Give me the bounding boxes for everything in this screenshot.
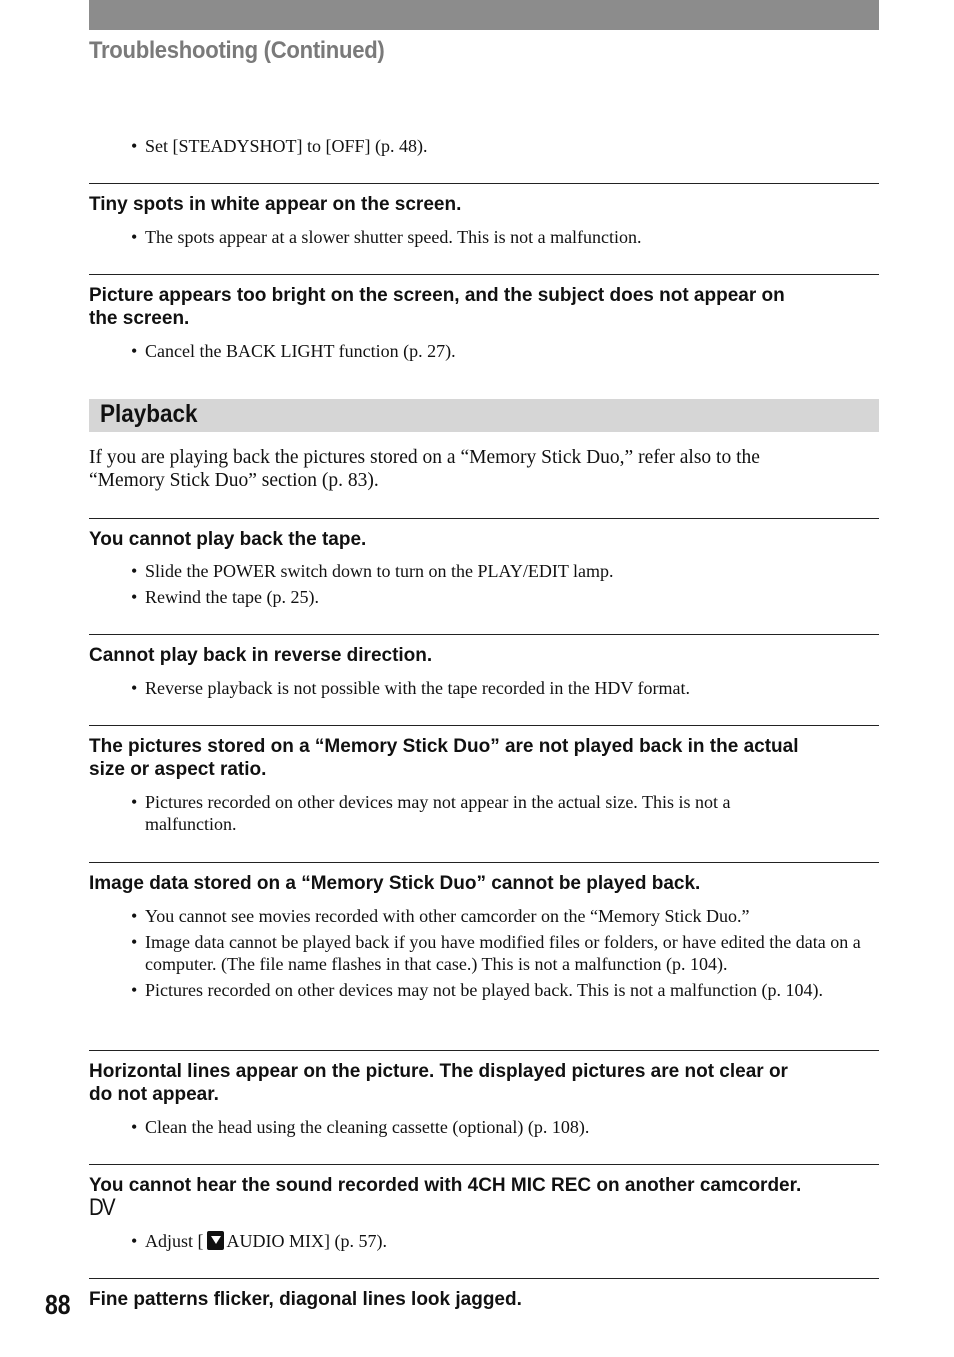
divider (89, 862, 879, 863)
problem-heading: Horizontal lines appear on the picture. The displayed pictures are not clear or do not appear. (89, 1061, 788, 1105)
section-band (89, 399, 879, 432)
list-item: • Pictures recorded on other devices may not be played back. This is not a malfunction (p. 104). (131, 980, 823, 1000)
divider (89, 518, 879, 519)
list-item: • You cannot see movies recorded with other camcorder on the “Memory Stick Duo.” (131, 906, 750, 926)
intro-paragraph: If you are playing back the pictures stored on a “Memory Stick Duo,” refer also to the “Memory Stick Duo” section (p. 83). (89, 447, 760, 491)
list-item: • Rewind the tape (p. 25). (131, 587, 319, 607)
divider (89, 1278, 879, 1279)
problem-heading: The pictures stored on a “Memory Stick Duo” are not played back in the actual size or aspect ratio. (89, 736, 799, 780)
page-number: 88 (45, 1289, 71, 1320)
dv-format-mark: DV (89, 1194, 114, 1221)
problem-heading: Picture appears too bright on the screen, and the subject does not appear on the screen. (89, 285, 785, 329)
list-item: • Pictures recorded on other devices may not appear in the actual size. This is not a malfunction. (131, 792, 731, 834)
list-item: • Image data cannot be played back if you have modified files or folders, or have edited the data on a computer. (The file name flashes in that case.) This is not a malfunction (p. 104). (131, 932, 861, 974)
divider (89, 1164, 879, 1165)
section-heading: Playback (100, 400, 198, 428)
problem-heading: Fine patterns flicker, diagonal lines look jagged. (89, 1289, 522, 1310)
list-item: • The spots appear at a slower shutter speed. This is not a malfunction. (131, 227, 642, 247)
list-item: • Adjust [ AUDIO MIX] (p. 57). (131, 1231, 387, 1251)
page-title: Troubleshooting (Continued) (89, 37, 385, 64)
problem-heading: You cannot play back the tape. (89, 529, 367, 550)
problem-heading: You cannot hear the sound recorded with 4CH MIC REC on another camcorder. (89, 1175, 802, 1196)
divider (89, 274, 879, 275)
list-item: • Cancel the BACK LIGHT function (p. 27). (131, 341, 456, 361)
audio-icon (207, 1231, 224, 1250)
problem-heading: Image data stored on a “Memory Stick Duo” cannot be played back. (89, 873, 701, 894)
divider (89, 1050, 879, 1051)
list-item: • Clean the head using the cleaning cassette (optional) (p. 108). (131, 1117, 590, 1137)
problem-heading: Tiny spots in white appear on the screen. (89, 194, 462, 215)
list-item: • Slide the POWER switch down to turn on the PLAY/EDIT lamp. (131, 561, 614, 581)
list-item: • Set [STEADYSHOT] to [OFF] (p. 48). (131, 136, 428, 156)
header-bar (89, 0, 879, 30)
list-item: • Reverse playback is not possible with the tape recorded in the HDV format. (131, 678, 691, 698)
problem-heading: Cannot play back in reverse direction. (89, 645, 433, 666)
divider (89, 183, 879, 184)
divider (89, 634, 879, 635)
divider (89, 725, 879, 726)
